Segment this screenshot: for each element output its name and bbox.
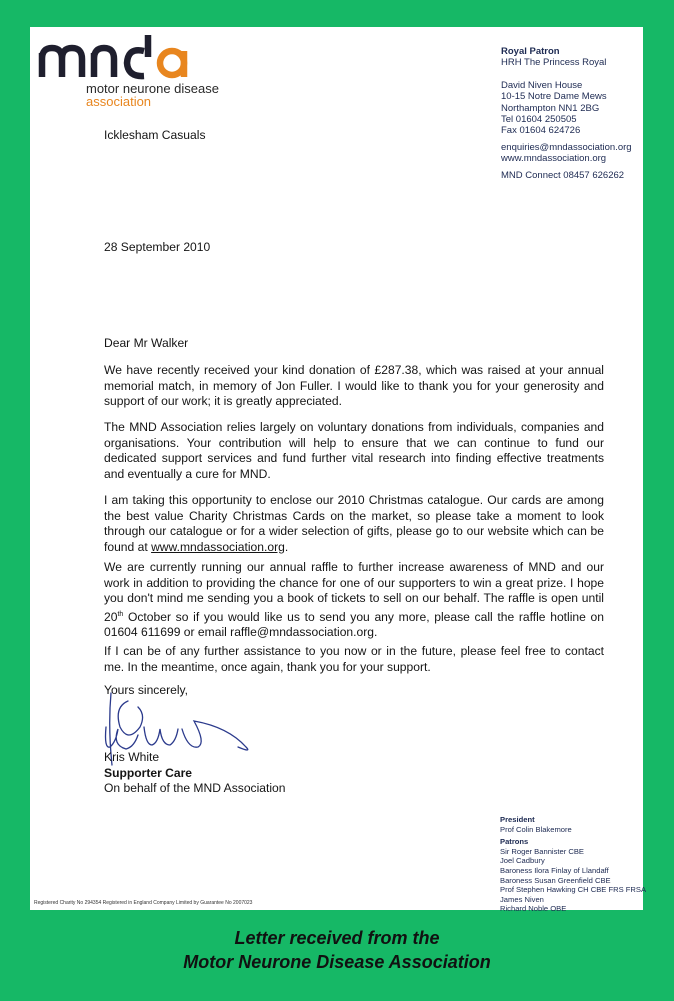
address-line-1: David Niven House [501,79,583,91]
president-heading: President [500,815,535,824]
address-line-3: Northampton NN1 2BG [501,102,600,114]
paragraph-donation: We have recently received your kind donation of £287.38, which was raised at your annual memorial match, in memory of Jon Fuller. I would like to thank you for your generosity and support of our work; it is greatly appreciated. [104,363,604,408]
contact-block [501,46,632,181]
caption-line2: Motor Neurone Disease Association [183,952,491,972]
patron: Baroness Susan Greenfield CBE [500,875,611,885]
paragraph-assistance: If I can be of any further assistance to you now or in the future, please feel free to contact me. In the meantime, once again, thank you for your support. [104,644,604,674]
caption-line1: Letter received from the [234,928,440,948]
letter-date: 28 September 2010 [104,240,211,254]
telephone: Tel 01604 250505 [501,114,577,126]
signer-title: Supporter Care [104,765,193,780]
paragraph-funding: The MND Association relies largely on voluntary donations from individuals, companies and organisations. Your contribution will help to ensure that we can continue to fund our dedicated support services and fund further vital research into finding effective treatments and eventually a cure for MND. [104,420,604,481]
royal-patron-name: HRH The Princess Royal [501,57,607,69]
letter-page [30,27,647,914]
patron: Joel Cadbury [500,856,545,866]
contact-website: www.mndassociation.org [501,153,607,165]
fax: Fax 01604 624726 [501,125,581,137]
mnda-logo [36,29,196,85]
tagline-line1: motor neurone disease [86,81,219,96]
contact-email: enquiries@mndassociation.org [501,141,632,153]
caption [0,926,674,974]
tagline-line2: association [86,94,152,109]
p4-text-end: October so if you would like us to send you any more, please call the raffle hotline on 01604 611699 or email raffle@mndassociation.org. [104,609,604,640]
signer-org: On behalf of the MND Association [104,781,286,795]
p3-text: I am taking this opportunity to enclose our 2010 Christmas catalogue. Our cards are among the best value Charity Christmas Cards on the market, so please take a moment to look through our catalogue or for a wider selection of gifts, please go to our website which can be found at [104,493,604,554]
website-link[interactable]: www.mndassociation.org [151,539,285,554]
p3-end: . [284,539,289,554]
patrons-block [500,815,646,914]
address-line-2: 10-15 Notre Dame Mews [501,91,607,103]
p4-text: We are currently running our annual raffle to further increase awareness of MND and our work in addition to providing the chance for one of our supporters to win a great prize. I hope you don't mind me sending you a book of tickets to sell on our behalf. The raffle is open until 20 [104,560,604,624]
recipient: Icklesham Casuals [104,128,206,142]
patron: Prof Stephen Hawking CH CBE FRS FRSA [500,885,647,895]
mnd-connect: MND Connect 08457 626262 [501,169,625,181]
paragraph-raffle [104,560,604,641]
salutation: Dear Mr Walker [104,336,189,350]
ordinal-suffix: th [117,610,124,618]
registration-line: Registered Charity No 294354 Registered in England Company Limited by Guarantee No 2007023 [34,900,253,906]
logo-tagline [86,82,219,108]
patron: James Niven [500,894,544,904]
signer-name: Kris White [104,750,160,764]
president-name: Prof Colin Blakemore [500,824,572,834]
royal-patron-heading: Royal Patron [501,46,560,57]
patron: Baroness Ilora Finlay of Llandaff [500,865,609,875]
patron: Richard Noble OBE [500,904,567,914]
closing: Yours sincerely, [104,683,189,697]
paragraph-catalogue [104,493,604,555]
patrons-heading: Patrons [500,837,529,847]
patron: Sir Roger Bannister CBE [500,846,584,856]
signer-block [104,750,286,797]
